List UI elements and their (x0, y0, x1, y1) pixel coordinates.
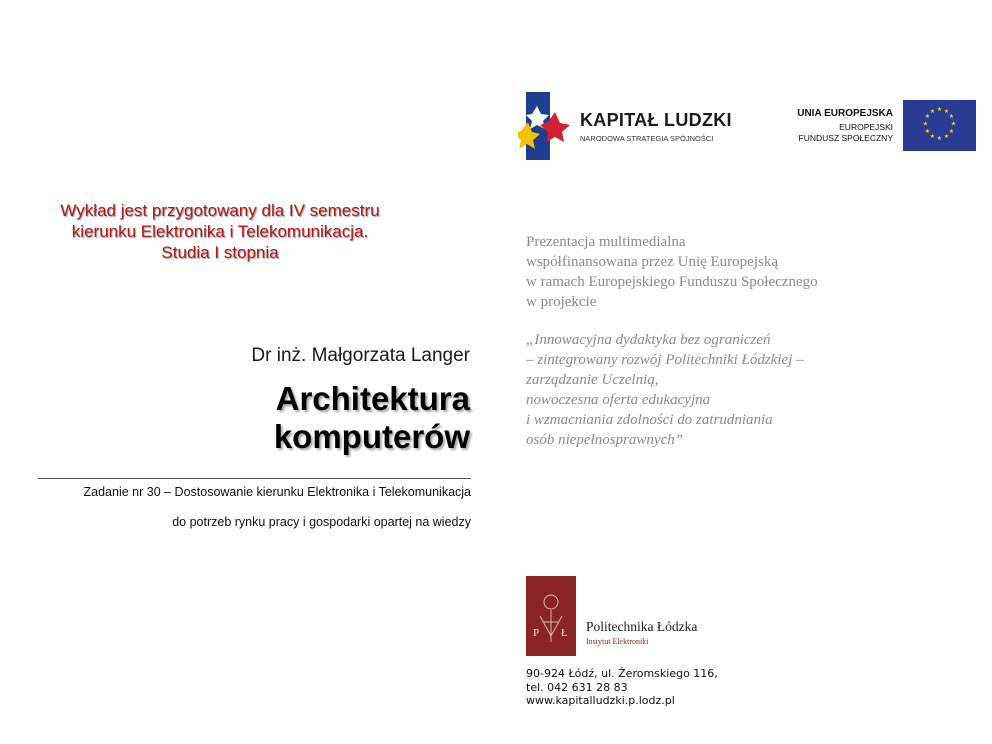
politechnika-lodzka-logo-icon (526, 576, 576, 656)
project-line: nowoczesna oferta edukacyjna (526, 392, 711, 408)
cofunding-line: Prezentacja multimedialna (526, 234, 686, 250)
task-line: Zadanie nr 30 – Dostosowanie kierunku Elektronika i Telekomunikacja (83, 485, 471, 499)
svg-text:★: ★ (924, 113, 931, 120)
cofunding-text (526, 232, 886, 312)
cofunding-line: w projekcie (526, 294, 597, 310)
contact-address (526, 667, 718, 708)
ue-title: UNIA EUROPEJSKA (797, 108, 893, 119)
eu-flag-icon (903, 100, 976, 151)
svg-text:★: ★ (948, 113, 955, 120)
svg-text:★: ★ (929, 108, 936, 115)
kapital-ludzki-logo-icon (518, 92, 570, 160)
project-line: „Innowacyjna dydaktyka bez ograniczeń (526, 332, 771, 348)
cofunding-line: w ramach Europejskiego Funduszu Społecznego (526, 274, 818, 290)
intro-line: kierunku Elektronika i Telekomunikacja. (71, 222, 369, 241)
course-title (200, 380, 470, 456)
intro-text (20, 200, 420, 263)
project-line: – zintegrowany rozwój Politechniki Łódzkiej – (526, 352, 804, 368)
svg-text:★: ★ (936, 106, 943, 113)
svg-text:★: ★ (922, 120, 929, 128)
svg-text:★: ★ (929, 133, 936, 140)
address-street: 90-924 Łódź, ul. Żeromskiego 116, (526, 667, 718, 680)
svg-text:★: ★ (936, 135, 943, 142)
address-web-link[interactable]: www.kapitalludzki.p.lodz.pl (526, 694, 675, 707)
svg-text:★: ★ (948, 128, 955, 135)
svg-text:★: ★ (943, 108, 950, 115)
svg-text:★: ★ (943, 133, 950, 140)
project-line: osób niepełnosprawnych” (526, 432, 684, 448)
course-title-line: komputerów (273, 418, 470, 455)
course-title-line: Architektura (275, 380, 470, 417)
kapital-ludzki-title: KAPITAŁ LUDZKI (580, 110, 732, 130)
politechnika-institute: Instytut Elektroniki (586, 637, 649, 646)
svg-text:P: P (533, 627, 540, 639)
svg-text:★: ★ (924, 128, 931, 135)
ue-subtitle: FUNDUSZ SPOŁECZNY (798, 133, 893, 143)
ue-subtitle: EUROPEJSKI (839, 122, 893, 132)
divider (38, 478, 471, 479)
project-line: zarządzanie Uczelnią, (526, 372, 659, 388)
intro-line: Wykład jest przygotowany dla IV semestru (60, 201, 380, 220)
kapital-ludzki-subtitle: NARODOWA STRATEGIA SPÓJNOŚCI (580, 134, 714, 143)
politechnika-name: Politechnika Łódzka (586, 619, 698, 634)
author-name: Dr inż. Małgorzata Langer (251, 345, 470, 366)
address-phone: tel. 042 631 28 83 (526, 680, 628, 694)
project-title (526, 330, 886, 450)
task-line: do potrzeb rynku pracy i gospodarki opartej na wiedzy (172, 515, 471, 529)
project-line: i wzmacniania zdolności do zatrudniania (526, 412, 773, 428)
svg-text:★: ★ (950, 120, 957, 128)
svg-text:Ł: Ł (561, 627, 568, 639)
intro-line: Studia I stopnia (161, 243, 279, 262)
cofunding-line: współfinansowana przez Unię Europejską (526, 254, 778, 270)
